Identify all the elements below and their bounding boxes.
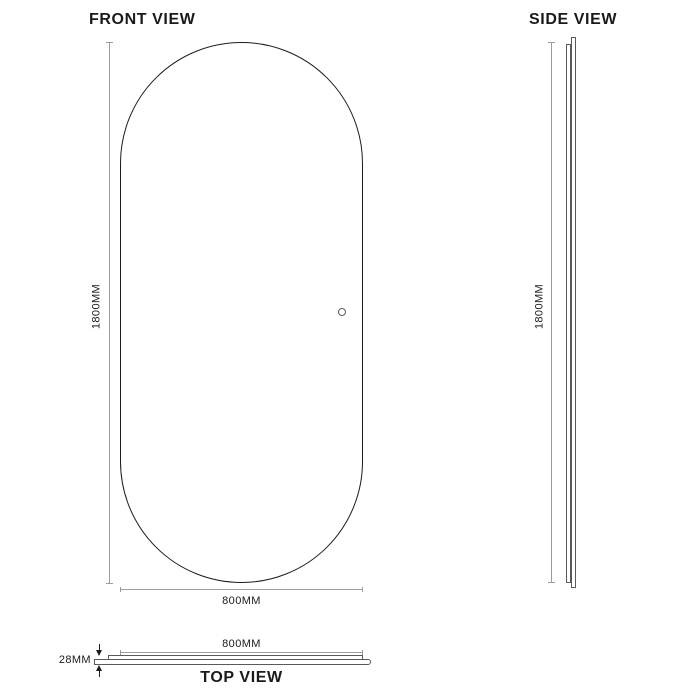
- side-height-dimension-line: [551, 42, 552, 583]
- front-height-tick-bottom: [106, 583, 113, 584]
- mirror-top-back-slab: [94, 659, 371, 665]
- front-height-label: 1800MM: [90, 283, 103, 330]
- touch-sensor-mark: [338, 308, 346, 316]
- top-view-title: TOP VIEW: [200, 669, 283, 686]
- front-height-tick-top: [106, 42, 113, 43]
- thickness-arrow-down: [96, 650, 102, 656]
- side-height-label: 1800MM: [533, 283, 546, 330]
- top-width-label: 800MM: [120, 638, 363, 650]
- front-view-title: FRONT VIEW: [89, 11, 196, 28]
- front-height-dimension-line: [109, 42, 110, 584]
- front-width-dimension-line: [120, 589, 363, 590]
- thickness-arrow-up: [96, 665, 102, 671]
- side-view-title: SIDE VIEW: [529, 11, 618, 28]
- front-width-tick-left: [120, 587, 121, 592]
- top-width-dimension-line: [120, 652, 363, 653]
- thickness-arrow-line-bottom: [99, 670, 100, 677]
- mirror-front-outline: [120, 42, 363, 583]
- mirror-side-glass-panel: [571, 37, 576, 588]
- front-width-label: 800MM: [120, 595, 363, 607]
- front-width-tick-right: [362, 587, 363, 592]
- side-height-tick-top: [548, 42, 555, 43]
- top-thickness-label: 28MM: [55, 654, 91, 666]
- side-height-tick-bottom: [548, 582, 555, 583]
